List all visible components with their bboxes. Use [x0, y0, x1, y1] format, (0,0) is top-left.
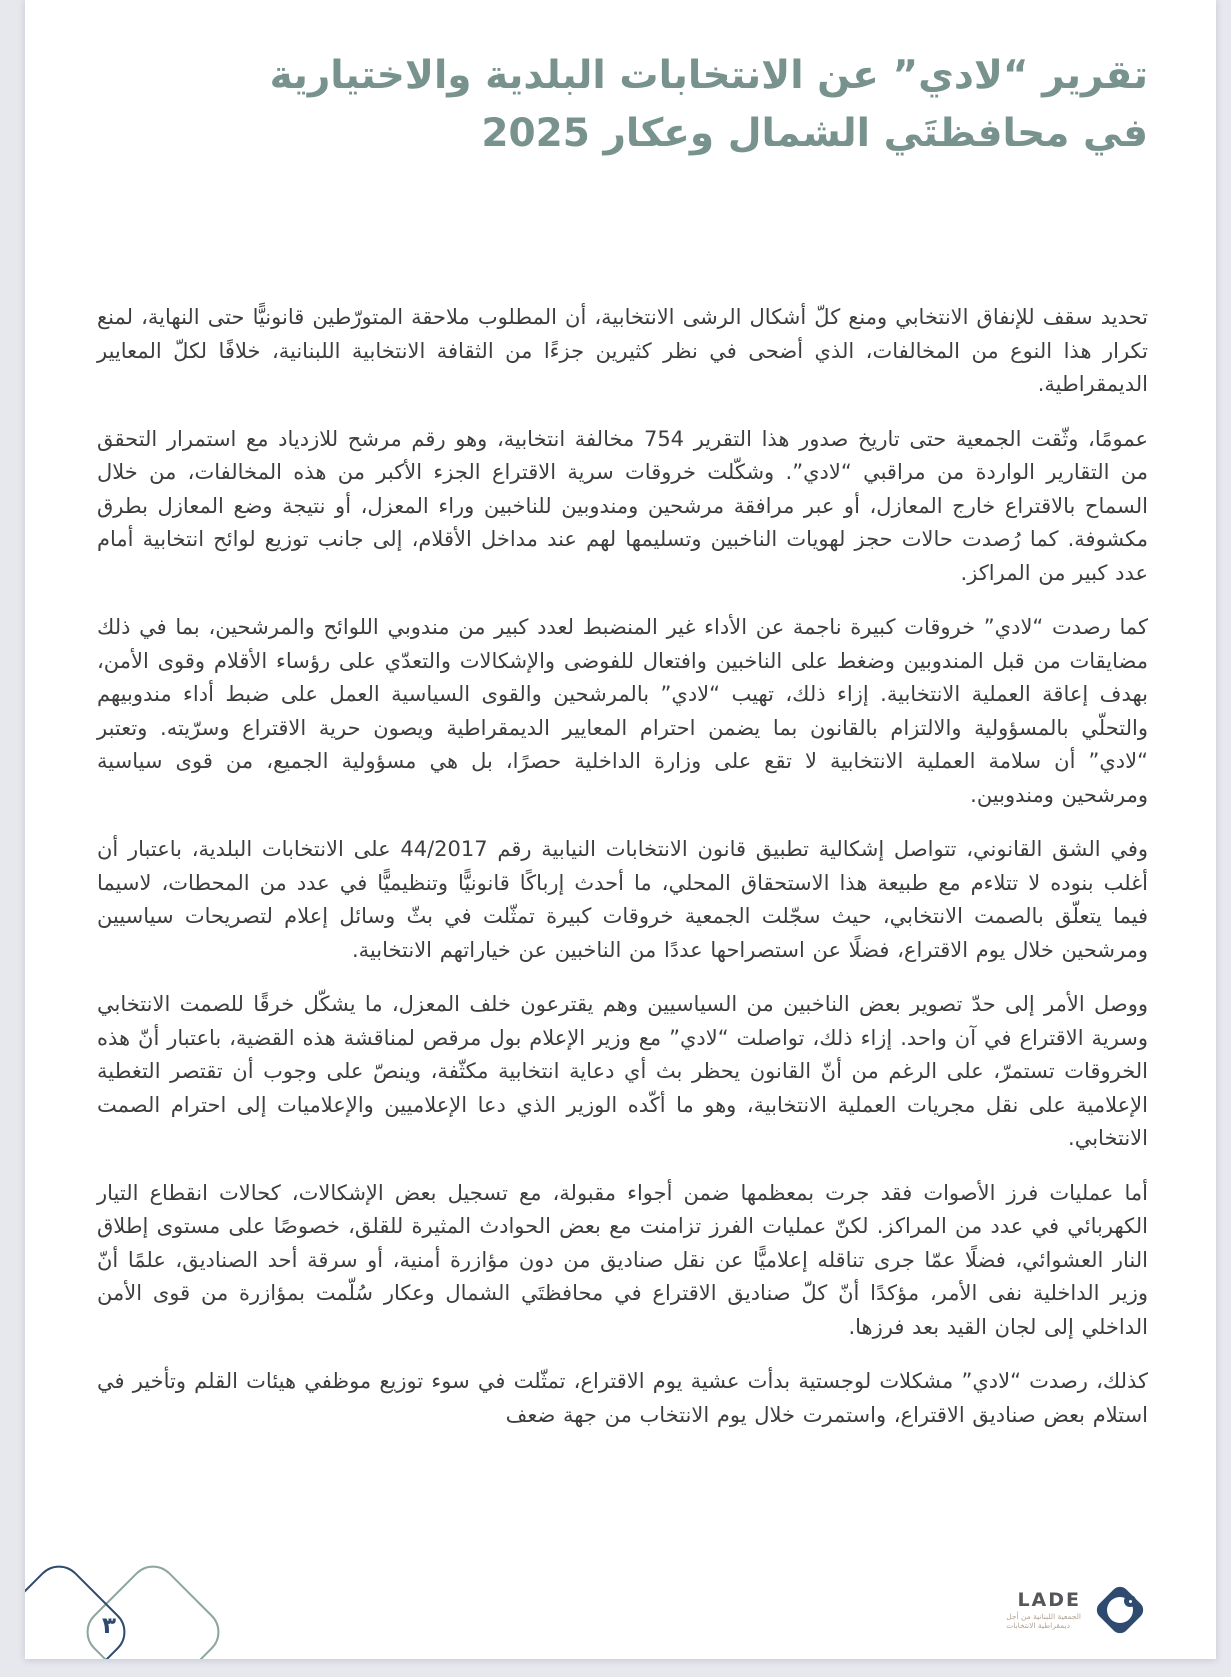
- lade-logo: [1006, 1582, 1148, 1638]
- report-body: [97, 301, 1148, 1432]
- report-title: [97, 47, 1148, 163]
- report-title-line1: تقرير “لادي” عن الانتخابات البلدية والاختيارية: [269, 53, 1148, 98]
- report-page: [25, 0, 1216, 1659]
- paragraph: كما رصدت “لادي” خروقات كبيرة ناجمة عن الأداء غير المنضبط لعدد كبير من مندوبي اللوائح والمرشحين، بما في ذلك مضايقات من قبل المندوبين وضغط على الناخبين وافتعال للفوضى والإشكالات والتعدّي على رؤساء الأقلام وقوى الأمن، بهدف إعاقة العملية الانتخابية. إزاء ذلك، تهيب “لادي” بالمرشحين والقوى السياسية العمل على ضبط أداء مندوبيهم والتحلّي بالمسؤولية والالتزام بالقانون بما يضمن احترام المعايير الديمقراطية ويصون حرية الاقتراع وسرّيته. وتعتبر “لادي” أن سلامة العملية الانتخابية لا تقع على وزارة الداخلية حصرًا، بل هي مسؤولية الجميع، من قوى سياسية ومرشحين ومندوبين.: [97, 615, 1148, 807]
- paragraph: كذلك، رصدت “لادي” مشكلات لوجستية بدأت عشية يوم الاقتراع، تمثّلت في سوء توزيع موظفي هيئات القلم وتأخير في استلام بعض صناديق الاقتراع، واستمرت خلال يوم الانتخاب من جهة ضعف: [97, 1369, 1148, 1427]
- report-title-line2: في محافظتَي الشمال وعكار 2025: [481, 111, 1148, 156]
- lade-diamond-eye-icon: [1092, 1582, 1148, 1638]
- page-number: ٣: [101, 1613, 117, 1639]
- paragraph: ووصل الأمر إلى حدّ تصوير بعض الناخبين من السياسيين وهم يقترعون خلف المعزل، ما يشكّل خرقًا للصمت الانتخابي وسرية الاقتراع في آن واحد. إزاء ذلك، تواصلت “لادي” مع وزير الإعلام بول مرقص لمناقشة هذه القضية، باعتبار أنّ هذه الخروقات تستمرّ، على الرغم من أنّ القانون يحظر بث أي دعاية انتخابية مكثّفة، وينصّ على وجوب أن تقتصر التغطية الإعلامية على نقل مجريات العملية الانتخابية، وهو ما أكّده الوزير الذي دعا الإعلاميين والإعلاميات إلى احترام الصمت الانتخابي.: [97, 992, 1148, 1150]
- lade-tagline-line2: ديمقراطية الانتخابات: [1006, 1621, 1070, 1630]
- lade-logo-wordmark: LADE: [1017, 1588, 1081, 1611]
- lade-tagline-line1: الجمعية اللبنانية من أجل: [1006, 1611, 1081, 1621]
- paragraph: أما عمليات فرز الأصوات فقد جرت بمعظمها ضمن أجواء مقبولة، مع تسجيل بعض الإشكالات، كحالات انقطاع التيار الكهربائي في عدد من المراكز. لكنّ عمليات الفرز تزامنت مع بعض الحوادث المثيرة للقلق، خصوصًا على مستوى إطلاق النار العشوائي، فضلًا عمّا جرى تناقله إعلاميًّا عن نقل صناديق من دون مؤازرة أمنية، أو سرقة أحد الصناديق، علمًا أنّ وزير الداخلية نفى الأمر، مؤكدًا أنّ كلّ صناديق الاقتراع في محافظتَي الشمال وعكار سُلّمت بمؤازرة من قوى الأمن الداخلي إلى لجان القيد بعد فرزها.: [97, 1180, 1148, 1339]
- paragraph: تحديد سقف للإنفاق الانتخابي ومنع كلّ أشكال الرشى الانتخابية، أن المطلوب ملاحقة المتورّطين قانونيًّا حتى النهاية، لمنع تكرار هذا النوع من المخالفات، الذي أضحى في نظر كثيرين جزءًا من الثقافة الانتخابية اللبنانية، خلافًا لكلّ المعايير الديمقراطية.: [97, 305, 1148, 396]
- lade-logo-tagline: [1006, 1612, 1081, 1631]
- lade-logo-text: [1006, 1590, 1081, 1631]
- page-content: [25, 0, 1216, 1432]
- paragraph: وفي الشق القانوني، تتواصل إشكالية تطبيق قانون الانتخابات النيابية رقم 44/2017 على الانتخابات البلدية، باعتبار أن أغلب بنوده لا تتلاءم مع طبيعة هذا الاستحقاق المحلي، ما أحدث إرباكًا قانونيًّا وتنظيميًّا في عدد من المحطات، لاسيما فيما يتعلّق بالصمت الانتخابي، حيث سجّلت الجمعية خروقات كبيرة تمثّلت في بثّ وسائل إعلام لتصريحات سياسيين ومرشحين خلال يوم الاقتراع، فضلًا عن استصراحها عددًا من الناخبين عن خياراتهم الانتخابية.: [97, 837, 1148, 962]
- paragraph: عمومًا، وثّقت الجمعية حتى تاريخ صدور هذا التقرير 754 مخالفة انتخابية، وهو رقم مرشح للازدياد مع استمرار التحقق من التقارير الواردة من مراقبي “لادي”. وشكّلت خروقات سرية الاقتراع الجزء الأكبر من هذه المخالفات، من خلال السماح بالاقتراع خارج المعازل، أو عبر مرافقة مرشحين ومندوبين للناخبين وراء المعزل، أو نتيجة وضع المعازل بطرق مكشوفة. كما رُصدت حالات حجز لهويات الناخبين وتسليمها لهم عند مداخل الأقلام، إلى جانب توزيع لوائح انتخابية أمام عدد كبير من المراكز.: [97, 426, 1148, 585]
